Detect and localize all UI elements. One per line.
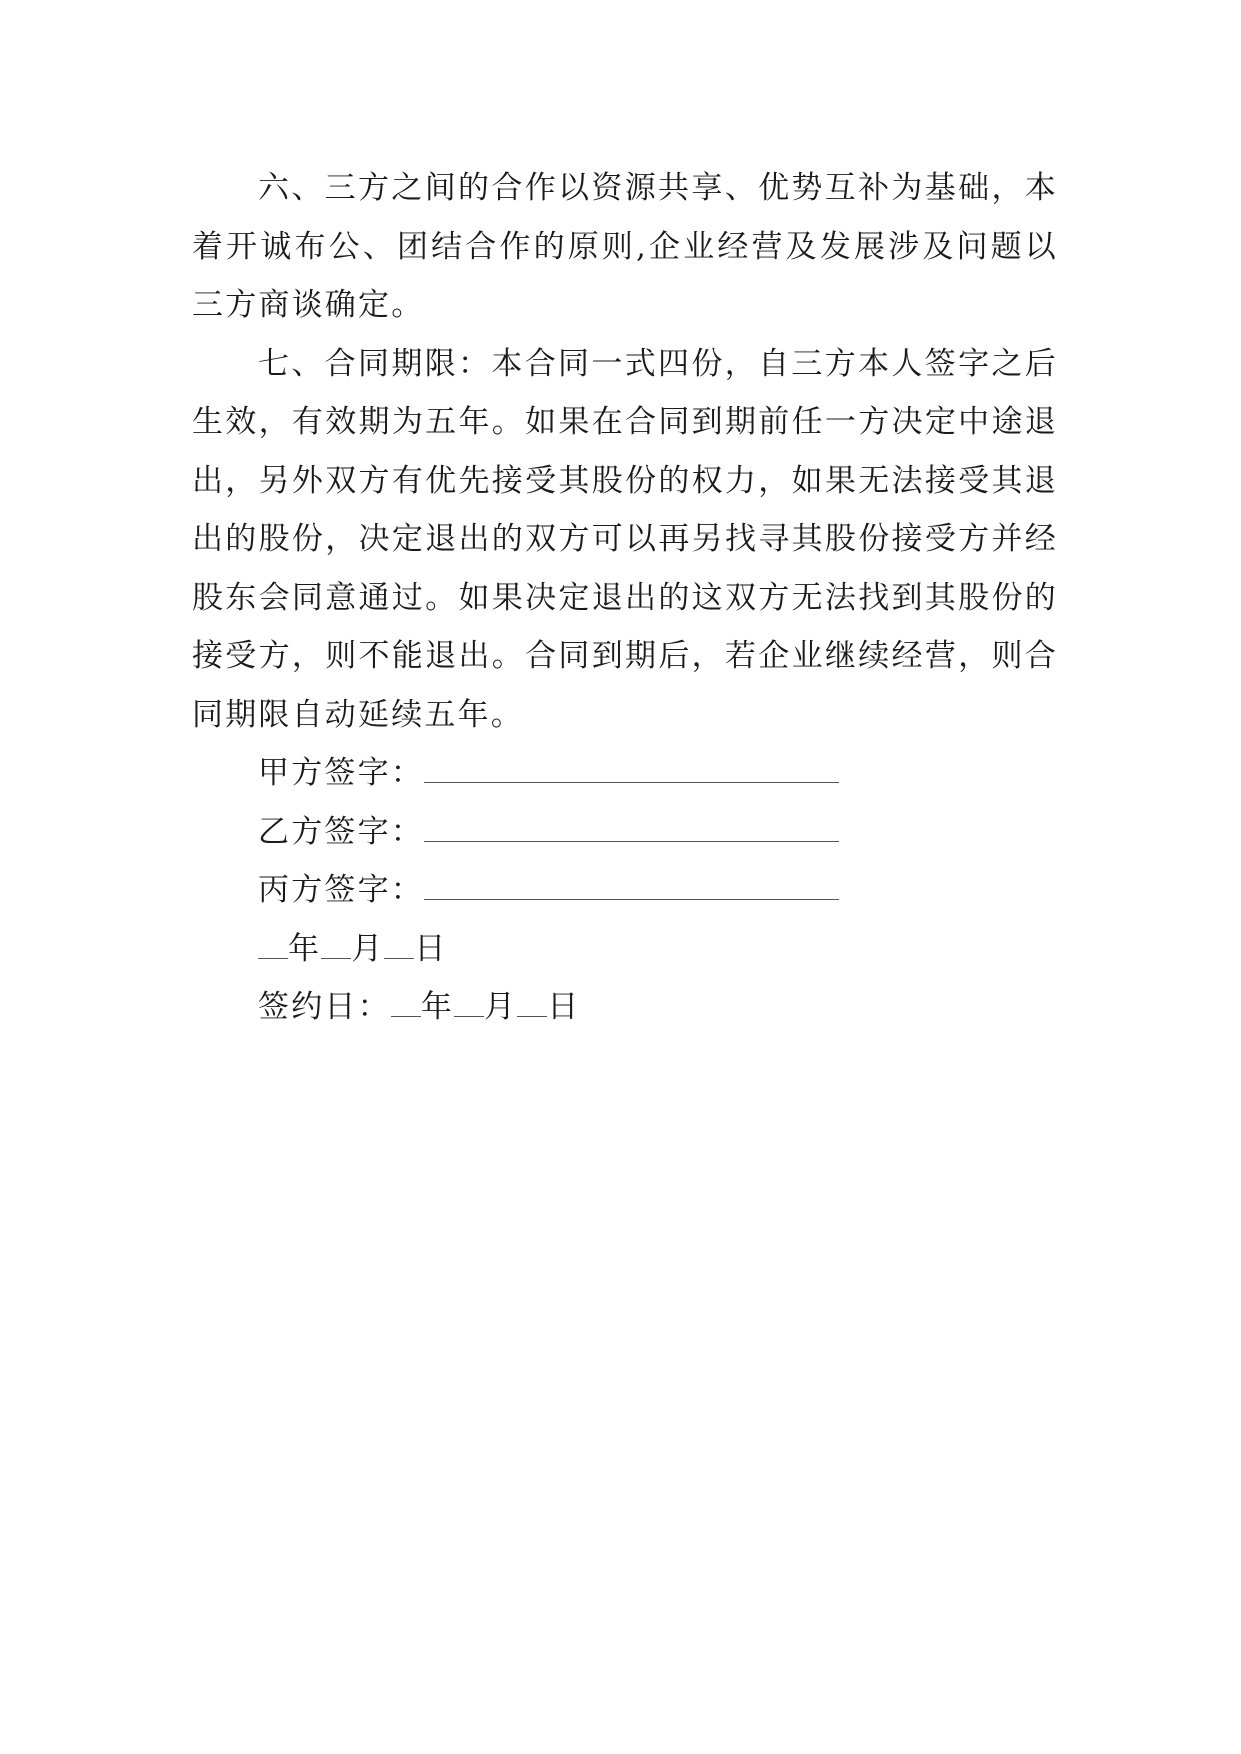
party-a-signature-field[interactable] <box>424 748 839 783</box>
date-line <box>192 920 1058 979</box>
date-day-field[interactable] <box>384 924 414 959</box>
date-year-field[interactable] <box>258 924 288 959</box>
party-c-signature-label: 丙方签字： <box>258 872 424 908</box>
clause-seven-paragraph: 七、合同期限：本合同一式四份，自三方本人签字之后生效，有效期为五年。如果在合同到期前任一方决定中途退出，另外双方有优先接受其股份的权力，如果无法接受其退出的股份，决定退出的双方可以再另找寻其股份接受方并经股东会同意通过。如果决定退出的这双方无法找到其股份的接受方，则不能退出。合同到期后，若企业继续经营，则合同期限自动延续五年。 <box>192 345 1058 733</box>
date-month-field[interactable] <box>321 924 351 959</box>
party-a-signature-line <box>192 744 1058 803</box>
signing-date-year-field[interactable] <box>391 982 421 1017</box>
signing-date-year-label: 年 <box>420 989 455 1025</box>
party-a-signature-label: 甲方签字： <box>258 755 424 791</box>
signing-date-day-field[interactable] <box>517 982 547 1017</box>
signing-date-line <box>192 978 1058 1037</box>
clause-six-paragraph: 六、三方之间的合作以资源共享、优势互补为基础，本着开诚布公、团结合作的原则,企业经营及发展涉及问题以三方商谈确定。 <box>192 170 1058 323</box>
party-c-signature-field[interactable] <box>424 865 839 900</box>
signing-date-label: 签约日： <box>258 989 391 1025</box>
party-b-signature-line <box>192 803 1058 862</box>
date-month-label: 月 <box>351 930 385 967</box>
signing-date-month-label: 月 <box>484 989 518 1025</box>
party-c-signature-line <box>192 861 1058 920</box>
date-year-label: 年 <box>288 930 322 967</box>
party-b-signature-field[interactable] <box>424 807 839 842</box>
date-day-label: 日 <box>414 930 448 967</box>
document-body <box>192 159 1058 1037</box>
party-b-signature-label: 乙方签字： <box>258 813 424 850</box>
signing-date-day-label: 日 <box>547 989 581 1025</box>
signing-date-month-field[interactable] <box>454 982 484 1017</box>
